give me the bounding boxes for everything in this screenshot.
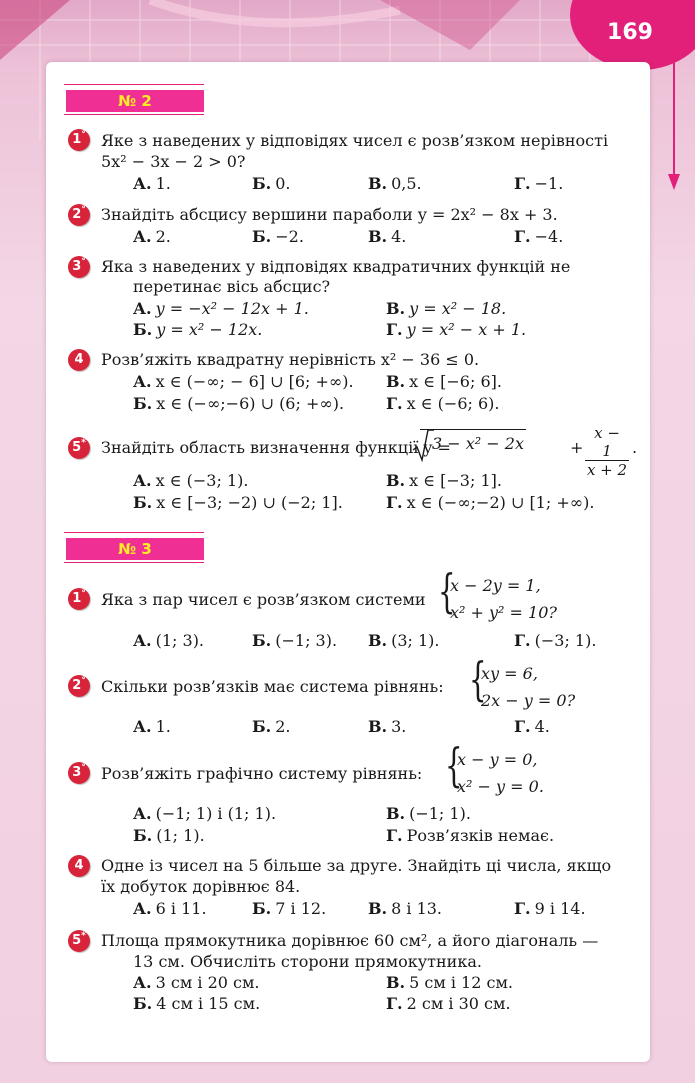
answer-option: Б. x ∈ [−3; −2) ∪ (−2; 1]. [133, 493, 343, 512]
answer-option: А. x ∈ (−∞; − 6] ∪ [6; +∞). [133, 372, 354, 391]
task-number-badge: 2° [68, 675, 90, 697]
answer-option: А. (−1; 1) і (1; 1). [133, 804, 277, 823]
answer-option: А. 2. [133, 227, 171, 246]
task-number-badge: 3° [68, 256, 90, 278]
fraction-denominator: x + 2 [586, 461, 628, 479]
task-text: Яке з наведених у відповідях чисел є розв’язком нерівності [101, 131, 609, 150]
task-number-badge: 1° [68, 588, 90, 610]
task-text: перетинає вісь абсцис? [133, 277, 331, 296]
answer-option: В. (−1; 1). [386, 804, 471, 823]
section-header-3 [64, 532, 204, 558]
section-header-2 [64, 84, 204, 110]
equation-system [469, 652, 599, 714]
answer-option: Г. x ∈ (−6; 6). [386, 394, 500, 413]
task-number-badge: 4 [68, 855, 90, 877]
answer-option: Г. y = x² − x + 1. [386, 320, 527, 339]
section-title: № 2 [66, 90, 204, 112]
answer-option: А. y = −x² − 12x + 1. [133, 299, 309, 318]
brace: { [445, 738, 463, 792]
plus-sign: + [570, 438, 584, 457]
brace: { [469, 652, 487, 706]
answer-option: А. (1; 3). [133, 631, 205, 650]
equation: xy = 6, [481, 664, 538, 683]
equation: x² + y² = 10? [450, 603, 557, 622]
answer-option: Г. 4. [514, 717, 550, 736]
answer-option: В. y = x² − 18. [386, 299, 507, 318]
radicand: 3 − x² − 2x [420, 429, 526, 453]
answer-option: А. 3 см і 20 см. [133, 973, 260, 992]
answer-option: В. 0,5. [368, 174, 422, 193]
equation: 2x − y = 0? [481, 691, 576, 710]
task-text: Розв’яжіть графічно систему рівнянь: [101, 764, 423, 783]
task-text: Одне із чисел на 5 більше за друге. Знайдіть ці числа, якщо [101, 856, 612, 875]
answer-option: Г. x ∈ (−∞;−2) ∪ [1; +∞). [386, 493, 595, 512]
answer-option: Г. 2 см і 30 см. [386, 994, 511, 1013]
answer-option: Г. −1. [514, 174, 564, 193]
task-text: Яка з пар чисел є розв’язком системи [101, 590, 426, 609]
task-number-badge: 5* [68, 437, 90, 459]
side-arrow-icon [667, 62, 681, 192]
section-title: № 3 [66, 538, 204, 560]
equation-system [445, 738, 575, 800]
answer-option: Г. Розв’язків немає. [386, 826, 555, 845]
answer-option: В. x ∈ [−3; 1]. [386, 471, 502, 490]
task-text: Знайдіть абсцису вершини параболи y = 2x² − 8x + 3. [101, 205, 558, 224]
answer-option: Б. (−1; 3). [252, 631, 338, 650]
answer-option: Б. 0. [252, 174, 291, 193]
answer-option: А. 1. [133, 717, 171, 736]
task-text: Скільки розв’язків має система рівнянь: [101, 677, 444, 696]
equation: x² − y = 0. [457, 777, 544, 796]
answer-option: В. 5 см і 12 см. [386, 973, 513, 992]
task-text: Площа прямокутника дорівнює 60 см², а його діагональ — [101, 931, 599, 950]
task-text: Яка з наведених у відповідях квадратичних функцій не [101, 257, 571, 276]
answer-option: Б. 2. [252, 717, 291, 736]
answer-option: Г. (−3; 1). [514, 631, 597, 650]
brace: { [438, 564, 456, 618]
equation: x − y = 0, [457, 750, 538, 769]
fraction [585, 424, 629, 479]
equation: x − 2y = 1, [450, 576, 541, 595]
task-number-badge: 1° [68, 129, 90, 151]
task-number-badge: 3° [68, 762, 90, 784]
task-number-badge: 2° [68, 204, 90, 226]
task-text: Знайдіть область визначення функції y = [101, 438, 451, 457]
task-text: їх добуток дорівнює 84. [101, 877, 301, 896]
task-number-badge: 5* [68, 930, 90, 952]
answer-option: А. 6 і 11. [133, 899, 207, 918]
answer-option: Б. −2. [252, 227, 304, 246]
fraction-numerator: x − 1 [585, 424, 629, 461]
answer-option: В. 8 і 13. [368, 899, 443, 918]
task-text: 5x² − 3x − 2 > 0? [101, 152, 246, 171]
page-number: 169 [607, 20, 653, 45]
answer-option: Г. −4. [514, 227, 564, 246]
task-text: Розв’яжіть квадратну нерівність x² − 36 ≤ 0. [101, 350, 480, 369]
answer-option: Г. 9 і 14. [514, 899, 586, 918]
answer-option: В. x ∈ [−6; 6]. [386, 372, 502, 391]
answer-option: В. 3. [368, 717, 407, 736]
answer-option: Б. 4 см і 15 см. [133, 994, 261, 1013]
answer-option: Б. y = x² − 12x. [133, 320, 263, 339]
equation-system [438, 564, 568, 626]
answer-option: А. x ∈ (−3; 1). [133, 471, 249, 490]
answer-option: В. 4. [368, 227, 407, 246]
answer-option: В. (3; 1). [368, 631, 440, 650]
answer-option: Б. x ∈ (−∞;−6) ∪ (6; +∞). [133, 394, 345, 413]
answer-option: Б. (1; 1). [133, 826, 205, 845]
task-number-badge: 4 [68, 349, 90, 371]
task-text: 13 см. Обчисліть сторони прямокутника. [133, 952, 482, 971]
answer-option: Б. 7 і 12. [252, 899, 327, 918]
answer-option: А. 1. [133, 174, 171, 193]
period: . [632, 438, 638, 457]
